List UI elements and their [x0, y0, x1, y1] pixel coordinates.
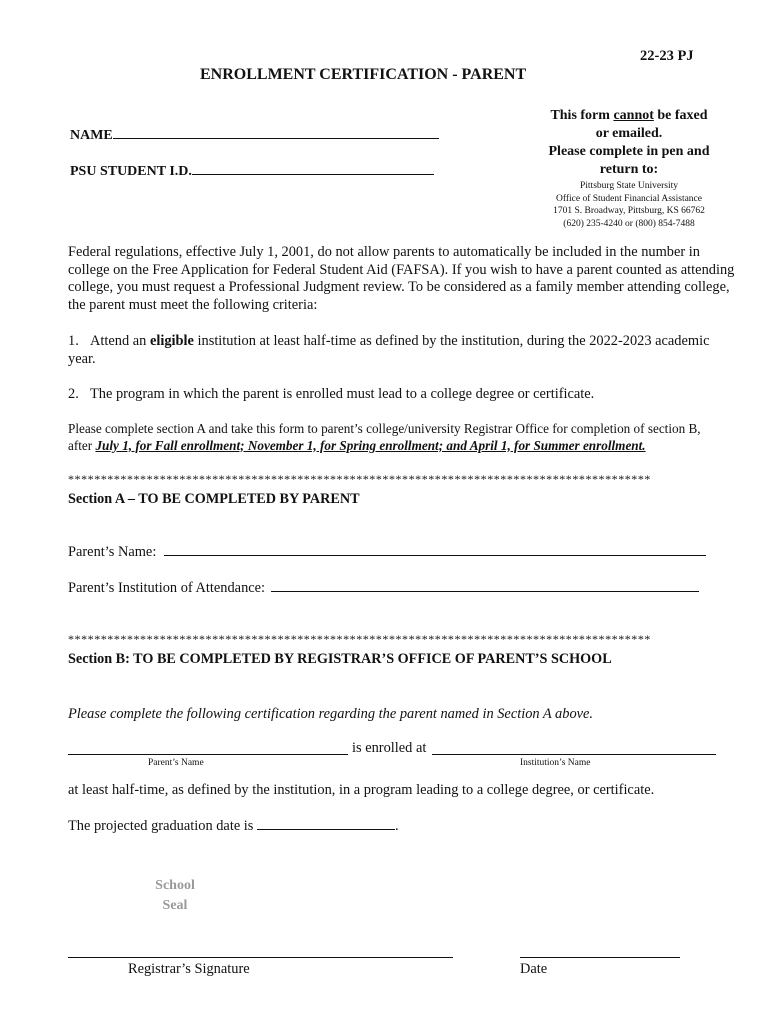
institution-field: [68, 580, 699, 598]
parent-name-label: Parent’s Name:: [68, 544, 157, 560]
half-time-statement: at least half-time, as defined by the institution, in a program leading to a college degree, or certificate.: [68, 782, 655, 798]
page-title: ENROLLMENT CERTIFICATION - PARENT: [200, 66, 527, 83]
notice-block: [520, 107, 738, 230]
separator-b: *****************************************************************************************: [68, 632, 651, 646]
seal-line-1: School: [155, 878, 195, 893]
address-line-3: 1701 S. Broadway, Pittsburg, KS 66762: [553, 206, 705, 216]
parent-name-caption: Parent’s Name: [148, 758, 204, 768]
notice-line-1: This form cannot be faxed: [550, 108, 708, 123]
registrar-signature-line[interactable]: [68, 957, 453, 958]
separator-a: *****************************************************************************************: [68, 472, 651, 486]
student-name-field: [70, 128, 439, 144]
seal-line-2: Seal: [162, 898, 188, 913]
instructions-paragraph: Please complete section A and take this form to parent’s college/university Registrar Office for completion of section B, after July 1, for Fall enrollment; November 1, for Spring enrollment; and April 1, for Summer enrollment.: [68, 421, 701, 453]
criteria-item-2: 2. The program in which the parent is enrolled must lead to a college degree or certificate.: [68, 386, 595, 402]
notice-line-3: Please complete in pen and: [548, 144, 710, 159]
address-line-4: (620) 235-4240 or (800) 854-7488: [563, 218, 695, 229]
registrar-parent-name-line[interactable]: [68, 754, 348, 755]
section-a-heading: Section A – TO BE COMPLETED BY PARENT: [68, 491, 360, 507]
criteria-item-1: 1. Attend an eligible institution at least half-time as defined by the institution, during the 2022-2023 academic year.: [68, 333, 710, 367]
enrolled-at-text: is enrolled at: [352, 740, 427, 756]
graduation-date-field: The projected graduation date is .: [68, 818, 399, 834]
student-id-field: [70, 164, 434, 180]
section-b-heading: Section B: TO BE COMPLETED BY REGISTRAR’S OFFICE OF PARENT’S SCHOOL: [68, 651, 612, 667]
graduation-date-label: The projected graduation date is: [68, 818, 254, 834]
deadline-text: July 1, for Fall enrollment; November 1, for Spring enrollment; and April 1, for Summer enrollment.: [95, 437, 646, 453]
institution-line[interactable]: [271, 591, 699, 592]
notice-line-4: return to:: [599, 162, 659, 177]
notice-line-2: or emailed.: [595, 126, 663, 141]
intro-paragraph: Federal regulations, effective July 1, 2001, do not allow parents to automatically be included in the number in college on the Free Application for Federal Student Aid (FAFSA). If you wish to have a parent counted as attending college, you must request a Professional Judgment review. To be considered as a family member attending college, the parent must meet the following criteria:: [68, 244, 735, 313]
institution-label: Parent’s Institution of Attendance:: [68, 580, 266, 596]
student-name-label: NAME: [70, 128, 113, 143]
parent-name-line[interactable]: [164, 555, 706, 556]
registrar-institution-line[interactable]: [432, 754, 716, 755]
date-line[interactable]: [520, 957, 680, 958]
graduation-date-line[interactable]: [257, 829, 395, 830]
student-id-line[interactable]: [192, 174, 434, 175]
school-seal-placeholder: [140, 876, 210, 916]
address-line-2: Office of Student Financial Assistance: [556, 193, 702, 204]
student-name-line[interactable]: [113, 138, 439, 139]
section-b-instruction: Please complete the following certification regarding the parent named in Section A above.: [68, 706, 594, 722]
parent-name-field: [68, 544, 706, 562]
registrar-signature-caption: Registrar’s Signature: [128, 961, 250, 977]
date-caption: Date: [520, 961, 548, 977]
address-line-1: Pittsburg State University: [580, 181, 678, 191]
form-code: 22-23 PJ: [640, 48, 694, 64]
institution-name-caption: Institution’s Name: [520, 758, 591, 768]
student-id-label: PSU STUDENT I.D.: [70, 164, 192, 179]
